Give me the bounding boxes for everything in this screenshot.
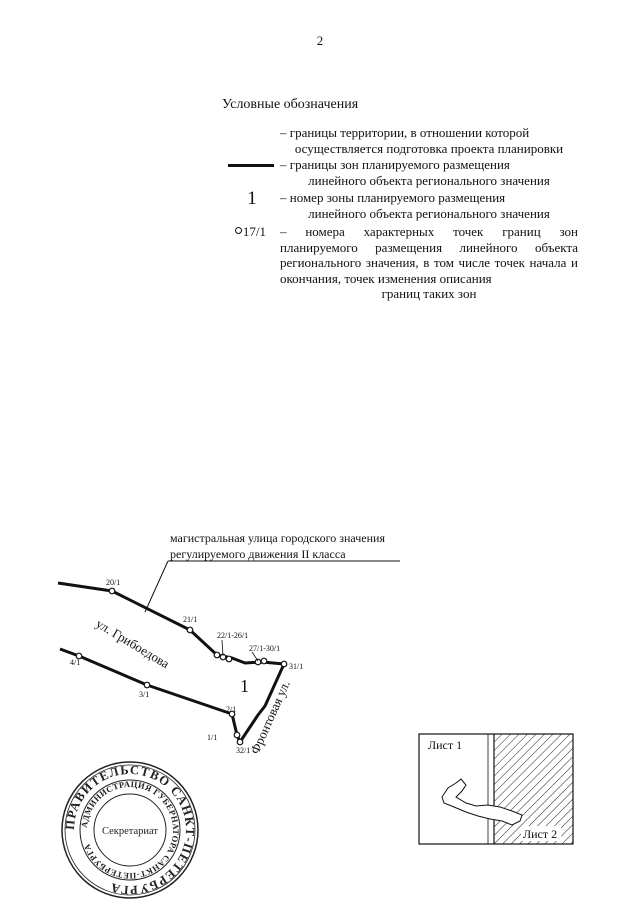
official-stamp: [60, 760, 200, 900]
legend-text-last: осуществляется подготовка проекта планировки: [294, 140, 564, 156]
zone-map: [0, 520, 420, 765]
legend-item-zone-border: [226, 157, 578, 189]
legend-text-last: линейного объекта регионального значения: [308, 205, 550, 221]
point-20-1: [109, 588, 115, 594]
point-22-26: [214, 652, 220, 658]
point-circle-icon: [235, 227, 242, 234]
point-label: 2/1: [226, 705, 237, 714]
point-label: 20/1: [106, 578, 121, 587]
point-27-30: [261, 658, 267, 664]
street-label: Фронтовая ул.: [247, 678, 293, 757]
zone-number-symbol: 1: [247, 188, 257, 209]
sheet1-label: Лист 1: [428, 738, 463, 752]
point-31-1: [281, 661, 287, 667]
point-3-1: [144, 682, 150, 688]
point-label: 1/1: [207, 733, 218, 742]
point-27-30: [255, 659, 261, 665]
legend-item-points: [226, 224, 578, 304]
point-label: 22/1-26/1: [217, 631, 249, 640]
zone-number-label: 1: [240, 676, 249, 696]
legend-item-zone-number: [226, 190, 578, 222]
legend-text-last: линейного объекта регионального значения: [308, 172, 550, 188]
legend-text: – номера характерных точек границ зон планируемого размещения линейного объекта регионального значения, в том числе точек начала и окончания, точек изменения описания: [280, 224, 578, 286]
point-1-1: [234, 732, 240, 738]
point-marker-symbol: [226, 224, 266, 240]
legend-text: – границы территории, в отношении которой: [280, 125, 530, 140]
callout-text-line1: магистральная улица городского значения: [170, 531, 385, 545]
legend-text: – границы зон планируемого размещения: [280, 157, 510, 172]
point-label: 27/1-30/1: [249, 644, 281, 653]
point-label-sample: 17/1: [242, 224, 266, 239]
sheet2-label: Лист 2: [523, 827, 558, 841]
stamp-inner-text: АДМИНИСТРАЦИЯ ГУБЕРНАТОРА САНКТ-ПЕТЕРБУРГА: [78, 778, 182, 882]
sheet-index-inset: [418, 733, 578, 848]
zone-border-line-symbol: [228, 164, 274, 167]
point-label: 4/1: [70, 658, 81, 667]
point-22-26: [226, 656, 232, 662]
point-label: 3/1: [139, 690, 150, 699]
callout-leader-line: [145, 561, 168, 612]
stamp-center-text: Секретариат: [101, 826, 159, 837]
callout-text-line2: регулируемого движения II класса: [170, 547, 346, 561]
zone-border-line: [60, 649, 240, 742]
legend-text-last: границ таких зон: [381, 286, 477, 301]
legend-text: – номер зоны планируемого размещения: [280, 190, 506, 205]
point-21-1: [187, 627, 193, 633]
street-label: ул. Грибоедова: [93, 615, 173, 672]
stamp-outer-text: ПРАВИТЕЛЬСТВО САНКТ-ПЕТЕРБУРГА: [62, 762, 198, 898]
point-label: 31/1: [289, 662, 304, 671]
point-32-1: [237, 739, 243, 745]
page-number: 2: [316, 33, 324, 48]
point-label: 32/1: [236, 746, 251, 755]
legend-title: Условные обозначения: [222, 97, 359, 112]
legend-item-territory: [226, 125, 578, 157]
point-label: 21/1: [183, 615, 198, 624]
